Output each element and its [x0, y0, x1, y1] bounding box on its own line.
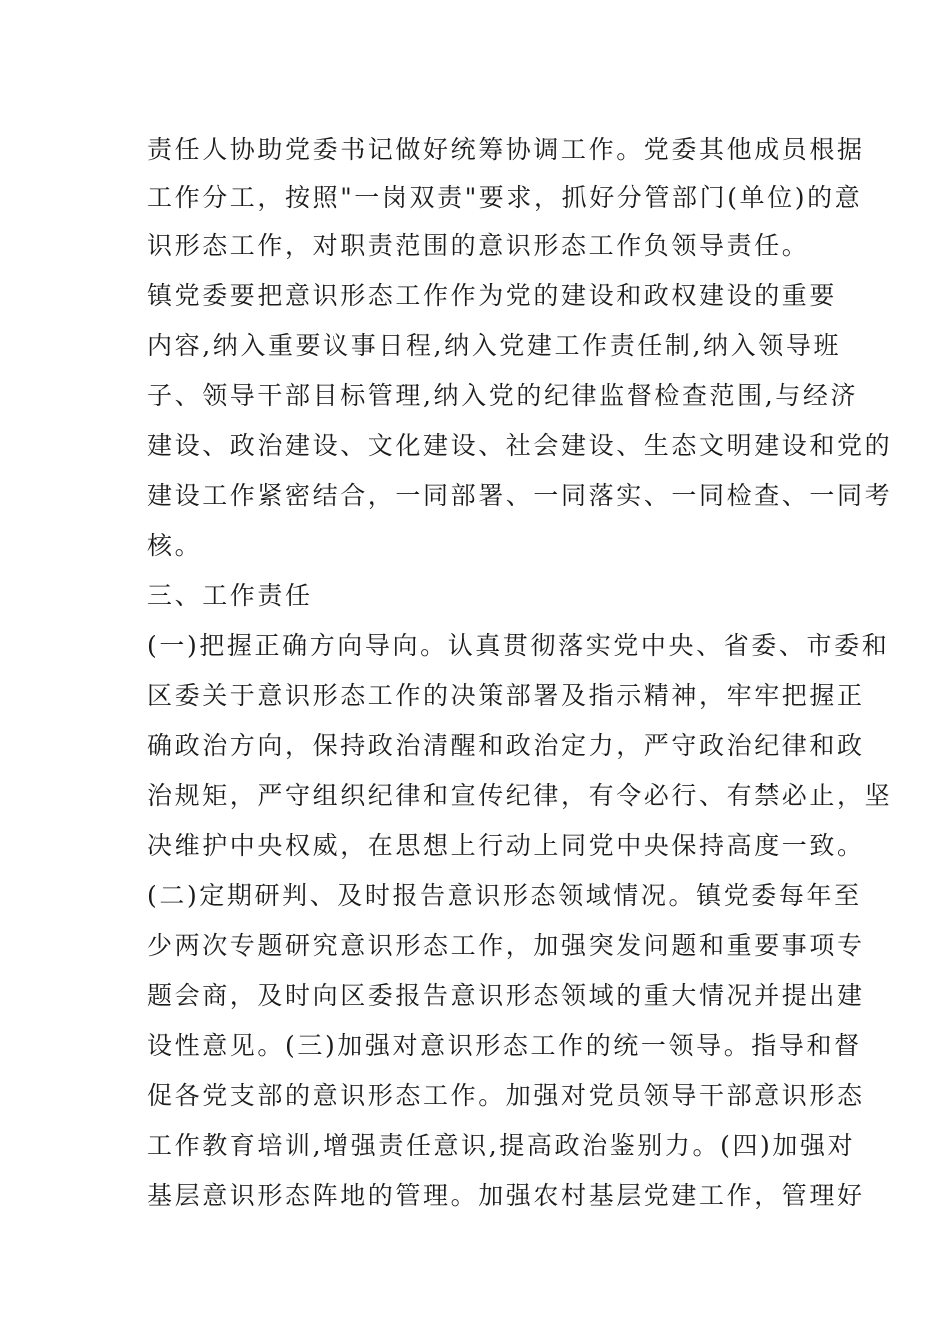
text-line: 设性意见。(三)加强对意识形态工作的统一领导。指导和督	[147, 1031, 862, 1060]
section-heading: 三、工作责任	[147, 581, 313, 610]
text-line: 区委关于意识形态工作的决策部署及指示精神，牢牢把握正	[147, 681, 865, 710]
text-line: (二)定期研判、及时报告意识形态领域情况。镇党委每年至	[147, 881, 862, 910]
text-line: 少两次专题研究意识形态工作，加强突发问题和重要事项专	[147, 931, 865, 960]
text-line: 核。	[147, 531, 203, 560]
text-line: (一)把握正确方向导向。认真贯彻落实党中央、省委、市委和	[147, 631, 890, 660]
text-line: 内容,纳入重要议事日程,纳入党建工作责任制,纳入领导班	[147, 331, 842, 360]
text-line: 工作教育培训,增强责任意识,提高政治鉴别力。(四)加强对	[147, 1131, 856, 1160]
text-line: 治规矩，严守组织纪律和宣传纪律，有令必行、有禁必止，坚	[147, 781, 893, 810]
text-line: 决维护中央权威，在思想上行动上同党中央保持高度一致。	[147, 831, 865, 860]
text-line: 识形态工作，对职责范围的意识形态工作负领导责任。	[147, 231, 810, 260]
text-line: 基层意识形态阵地的管理。加强农村基层党建工作，管理好	[147, 1181, 865, 1210]
text-line: 责任人协助党委书记做好统筹协调工作。党委其他成员根据	[147, 135, 865, 164]
text-line: 建设、政治建设、文化建设、社会建设、生态文明建设和党的	[147, 431, 893, 460]
text-line: 题会商，及时向区委报告意识形态领域的重大情况并提出建	[147, 981, 865, 1010]
text-line: 建设工作紧密结合，一同部署、一同落实、一同检查、一同考	[147, 481, 893, 510]
text-line: 促各党支部的意识形态工作。加强对党员领导干部意识形态	[147, 1081, 865, 1110]
text-line: 子、领导干部目标管理,纳入党的纪律监督检查范围,与经济	[147, 381, 859, 410]
text-line: 工作分工，按照"一岗双责"要求，抓好分管部门(单位)的意	[147, 183, 863, 212]
text-line: 镇党委要把意识形态工作作为党的建设和政权建设的重要	[147, 281, 838, 310]
text-line: 确政治方向，保持政治清醒和政治定力，严守政治纪律和政	[147, 731, 865, 760]
